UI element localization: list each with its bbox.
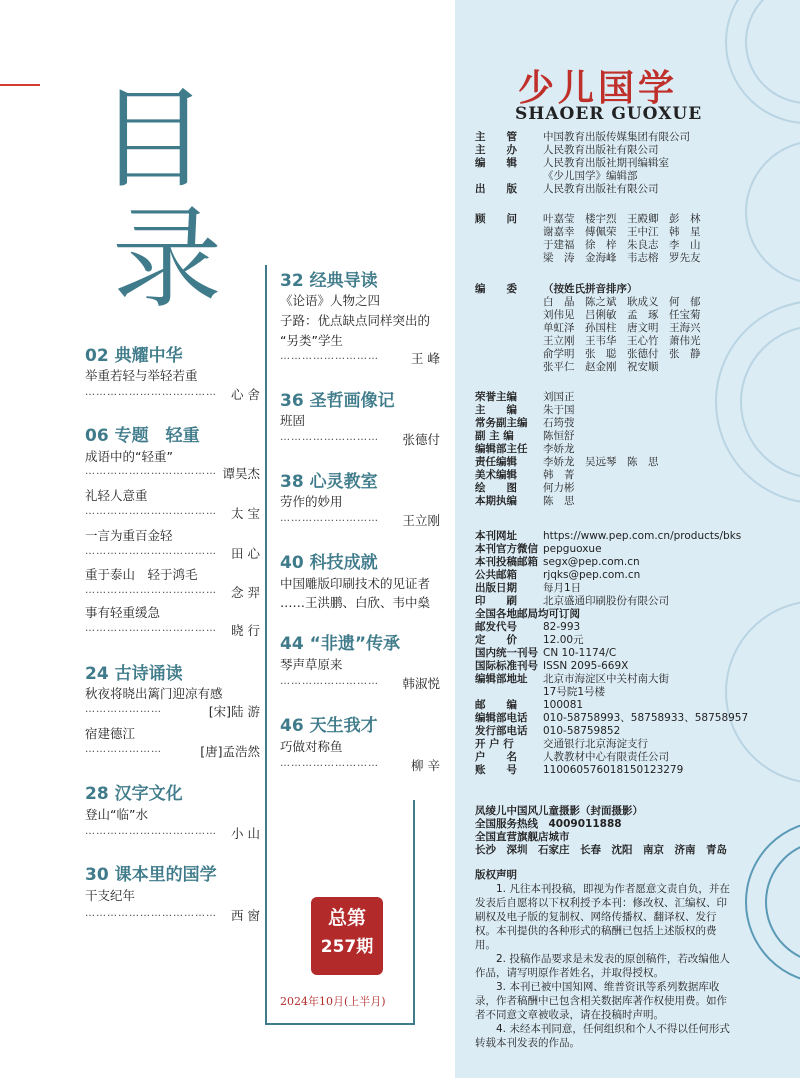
toc-item[interactable]: 《论语》人物之四 bbox=[280, 293, 381, 308]
issue-date: 2024年10月(上半月) bbox=[280, 995, 386, 1008]
magazine-logo-en: SHAOER GUOXUE bbox=[515, 104, 703, 124]
leader-dots: ………………… bbox=[85, 704, 162, 715]
leader-dots: ……………………… bbox=[280, 351, 379, 362]
editorial-committee: 编 委 （按姓氏拼音排序） 白 晶 陈之斌 耿成义 何 郁 刘伟见 吕俐敏 孟 琢 任宝菊 单虹泽 孙国柱 唐文明 王海兴 王立刚 王韦华 王心竹 萧伟光 俞学明 张 聪 张德付 张 静 张平仁 赵金刚 祝安顺 bbox=[475, 283, 701, 373]
toc-title-char-2: 录 bbox=[112, 195, 222, 323]
cover-credit: 凤绫儿中国风儿童摄影（封面摄影） 全国服务热线 4009011888 全国直营旗舰店城市 长沙 深圳 石家庄 长春 沈阳 南京 济南 青岛 bbox=[475, 805, 727, 856]
section-title[interactable]: 06 专题 轻重 bbox=[85, 426, 200, 446]
seal-top-text: 总第 bbox=[327, 907, 366, 929]
toc-item-line[interactable]: 子路：优点缺点同样突出的 bbox=[280, 313, 431, 328]
toc-item[interactable]: 琴声草原来 bbox=[280, 657, 343, 672]
section-title[interactable]: 38 心灵教室 bbox=[280, 472, 378, 492]
website-link[interactable]: https://www.pep.com.cn/products/bks bbox=[543, 530, 742, 542]
toc-item-line[interactable]: “另类”学生 bbox=[280, 333, 343, 348]
toc-item[interactable]: 巧做对称鱼 bbox=[280, 739, 343, 754]
toc-author: 西 窗 bbox=[231, 908, 260, 923]
toc-item[interactable]: 事有轻重缓急 bbox=[85, 605, 161, 620]
leader-dots: ……………………………… bbox=[85, 826, 217, 837]
toc-title-char-1: 目 bbox=[98, 75, 208, 203]
toc-item[interactable]: 成语中的“轻重” bbox=[85, 449, 173, 464]
section-title[interactable]: 24 古诗诵读 bbox=[85, 664, 183, 684]
leader-dots: ……………………………… bbox=[85, 908, 217, 919]
leader-dots: ……………………………… bbox=[85, 546, 217, 557]
toc-author: 王 峰 bbox=[411, 351, 440, 366]
toc-item[interactable]: 一言为重百金轻 bbox=[85, 528, 173, 543]
divider-line bbox=[413, 800, 415, 1025]
leader-dots: ……………………………… bbox=[85, 506, 217, 517]
publishing-info: 主 管 中国教育出版传媒集团有限公司 主 办 人民教育出版社有限公司 编 辑 人民教育出版社期刊编辑室 《少儿国学》编辑部 出 版 人民教育出版社有限公司 bbox=[475, 131, 690, 195]
leader-dots: ……………………… bbox=[280, 758, 379, 769]
leader-dots: ……………………………… bbox=[85, 466, 217, 477]
toc-author: 田 心 bbox=[231, 546, 260, 561]
toc-item[interactable]: 劳作的妙用 bbox=[280, 494, 343, 509]
toc-author: 太 宝 bbox=[231, 506, 260, 521]
email-link[interactable]: rjqks@pep.com.cn bbox=[543, 569, 641, 581]
toc-author: ……王洪鹏、白欣、韦中燊 bbox=[280, 595, 431, 610]
toc-item[interactable]: 礼轻人意重 bbox=[85, 488, 148, 503]
toc-item[interactable]: 举重若轻与举轻若重 bbox=[85, 368, 198, 383]
leader-dots: ……………………………… bbox=[85, 387, 217, 398]
section-title[interactable]: 30 课本里的国学 bbox=[85, 865, 217, 885]
section-title[interactable]: 44 “非遗”传承 bbox=[280, 634, 401, 654]
copyright-statement: 版权声明 1. 凡往本刊投稿，即视为作者愿意文责自负，并在发表后自愿将以下权利授予本刊：修改权、汇编权、印刷权及电子版的复制权、网络传播权、翻译权、发行权。本刊提供的各种形式的稿酬已包括上述版权的费用。 2. 投稿作品要求是未发表的原创稿件，若改编他人作品，请写明原作者姓名，并取得授权。 3. 本刊已被中国知网、维普资讯等系列数据库收录，作者稿酬中已包含相关数据库著作权使用费。如作者不同意文章被收录，请在投稿时声明。 4. 未经本刊同意，任何组织和个人不得以任何形式转载本刊发表的作品。 bbox=[475, 869, 730, 1049]
magazine-logo: 少儿国学 bbox=[518, 67, 679, 109]
toc-author: 心 舍 bbox=[231, 387, 260, 402]
leader-dots: ……………………… bbox=[280, 676, 379, 687]
section-title[interactable]: 40 科技成就 bbox=[280, 553, 378, 573]
toc-author: 小 山 bbox=[231, 826, 260, 841]
toc-item[interactable]: 干支纪年 bbox=[85, 888, 136, 903]
leader-dots: ……………………………… bbox=[85, 623, 217, 634]
toc-author: 晓 行 bbox=[231, 623, 260, 638]
toc-item[interactable]: 重于泰山 轻于鸿毛 bbox=[85, 567, 198, 582]
editors-list: 荣誉主编 刘国正 主 编 朱于国 常务副主编 石筠弢 副 主 编 陈恒舒 编辑部主任 李娇龙 责任编辑 李娇龙 吴远琴 陈 思 美术编辑 韩 菁 绘 图 何力彬 本期执编 陈 思 bbox=[475, 391, 659, 507]
accent-line bbox=[0, 84, 40, 86]
section-title[interactable]: 46 天生我才 bbox=[280, 716, 378, 736]
divider-line bbox=[265, 265, 267, 1025]
toc-author: 念 羿 bbox=[231, 585, 260, 600]
toc-item[interactable]: 中国雕版印刷技术的见证者 bbox=[280, 576, 431, 591]
divider-line bbox=[265, 1023, 415, 1025]
toc-author: 谭昊杰 bbox=[222, 466, 260, 481]
seal-bottom-text: 257期 bbox=[320, 937, 374, 957]
toc-item[interactable]: 班固 bbox=[280, 413, 306, 428]
leader-dots: ……………………… bbox=[280, 513, 379, 524]
toc-author: 柳 辛 bbox=[411, 758, 440, 773]
toc-author: [唐]孟浩然 bbox=[200, 744, 260, 759]
section-title[interactable]: 02 典耀中华 bbox=[85, 346, 183, 366]
toc-item[interactable]: 登山“临”水 bbox=[85, 807, 148, 822]
issue-seal bbox=[311, 897, 383, 975]
toc-author: 王立刚 bbox=[402, 513, 440, 528]
contact-info: 本刊网址 https://www.pep.com.cn/products/bks 本刊官方微信 pepguoxue 本刊投稿邮箱 segx@pep.com.cn 公共邮箱 rjqks@pep.com.cn 出版日期 每月1日 印 刷 北京盛通印刷股份有限公司 全国各地邮局均可订阅 邮发代号 82-993 定 价 12.00元 国内统一刊号 CN 10-1174/C 国际标准刊号 ISSN 2095-669X 编辑部地址 北京市海淀区中关村南大街 17号院1号楼 邮 编 100081 编辑部电话 010-58758993、58758933、58758957 发行部电话 010-58759852 开 户 行 交通银行北京海淀支行 户 名 人教教材中心有限责任公司 账 号 110060576018150123279 bbox=[475, 530, 749, 776]
advisors: 顾 问 叶嘉莹 楼宇烈 王殿卿 彭 林 谢嘉幸 傅佩荣 王中江 韩 星 于建福 徐 梓 朱良志 李 山 梁 涛 金海峰 韦志榕 罗先友 bbox=[475, 213, 701, 264]
toc-item[interactable]: 宿建德江 bbox=[85, 726, 136, 741]
section-title[interactable]: 36 圣哲画像记 bbox=[280, 391, 395, 411]
wave-pattern bbox=[745, 140, 800, 284]
section-title[interactable]: 32 经典导读 bbox=[280, 271, 378, 291]
leader-dots: ……………………… bbox=[280, 432, 379, 443]
toc-author: 张德付 bbox=[402, 432, 440, 447]
leader-dots: ……………………………… bbox=[85, 585, 217, 596]
leader-dots: ………………… bbox=[85, 744, 162, 755]
toc-author: [宋]陆 游 bbox=[208, 704, 260, 719]
toc-author: 韩淑悦 bbox=[402, 676, 440, 691]
section-title[interactable]: 28 汉字文化 bbox=[85, 784, 183, 804]
toc-item[interactable]: 秋夜将晓出篱门迎凉有感 bbox=[85, 686, 223, 701]
email-link[interactable]: segx@pep.com.cn bbox=[543, 556, 640, 568]
